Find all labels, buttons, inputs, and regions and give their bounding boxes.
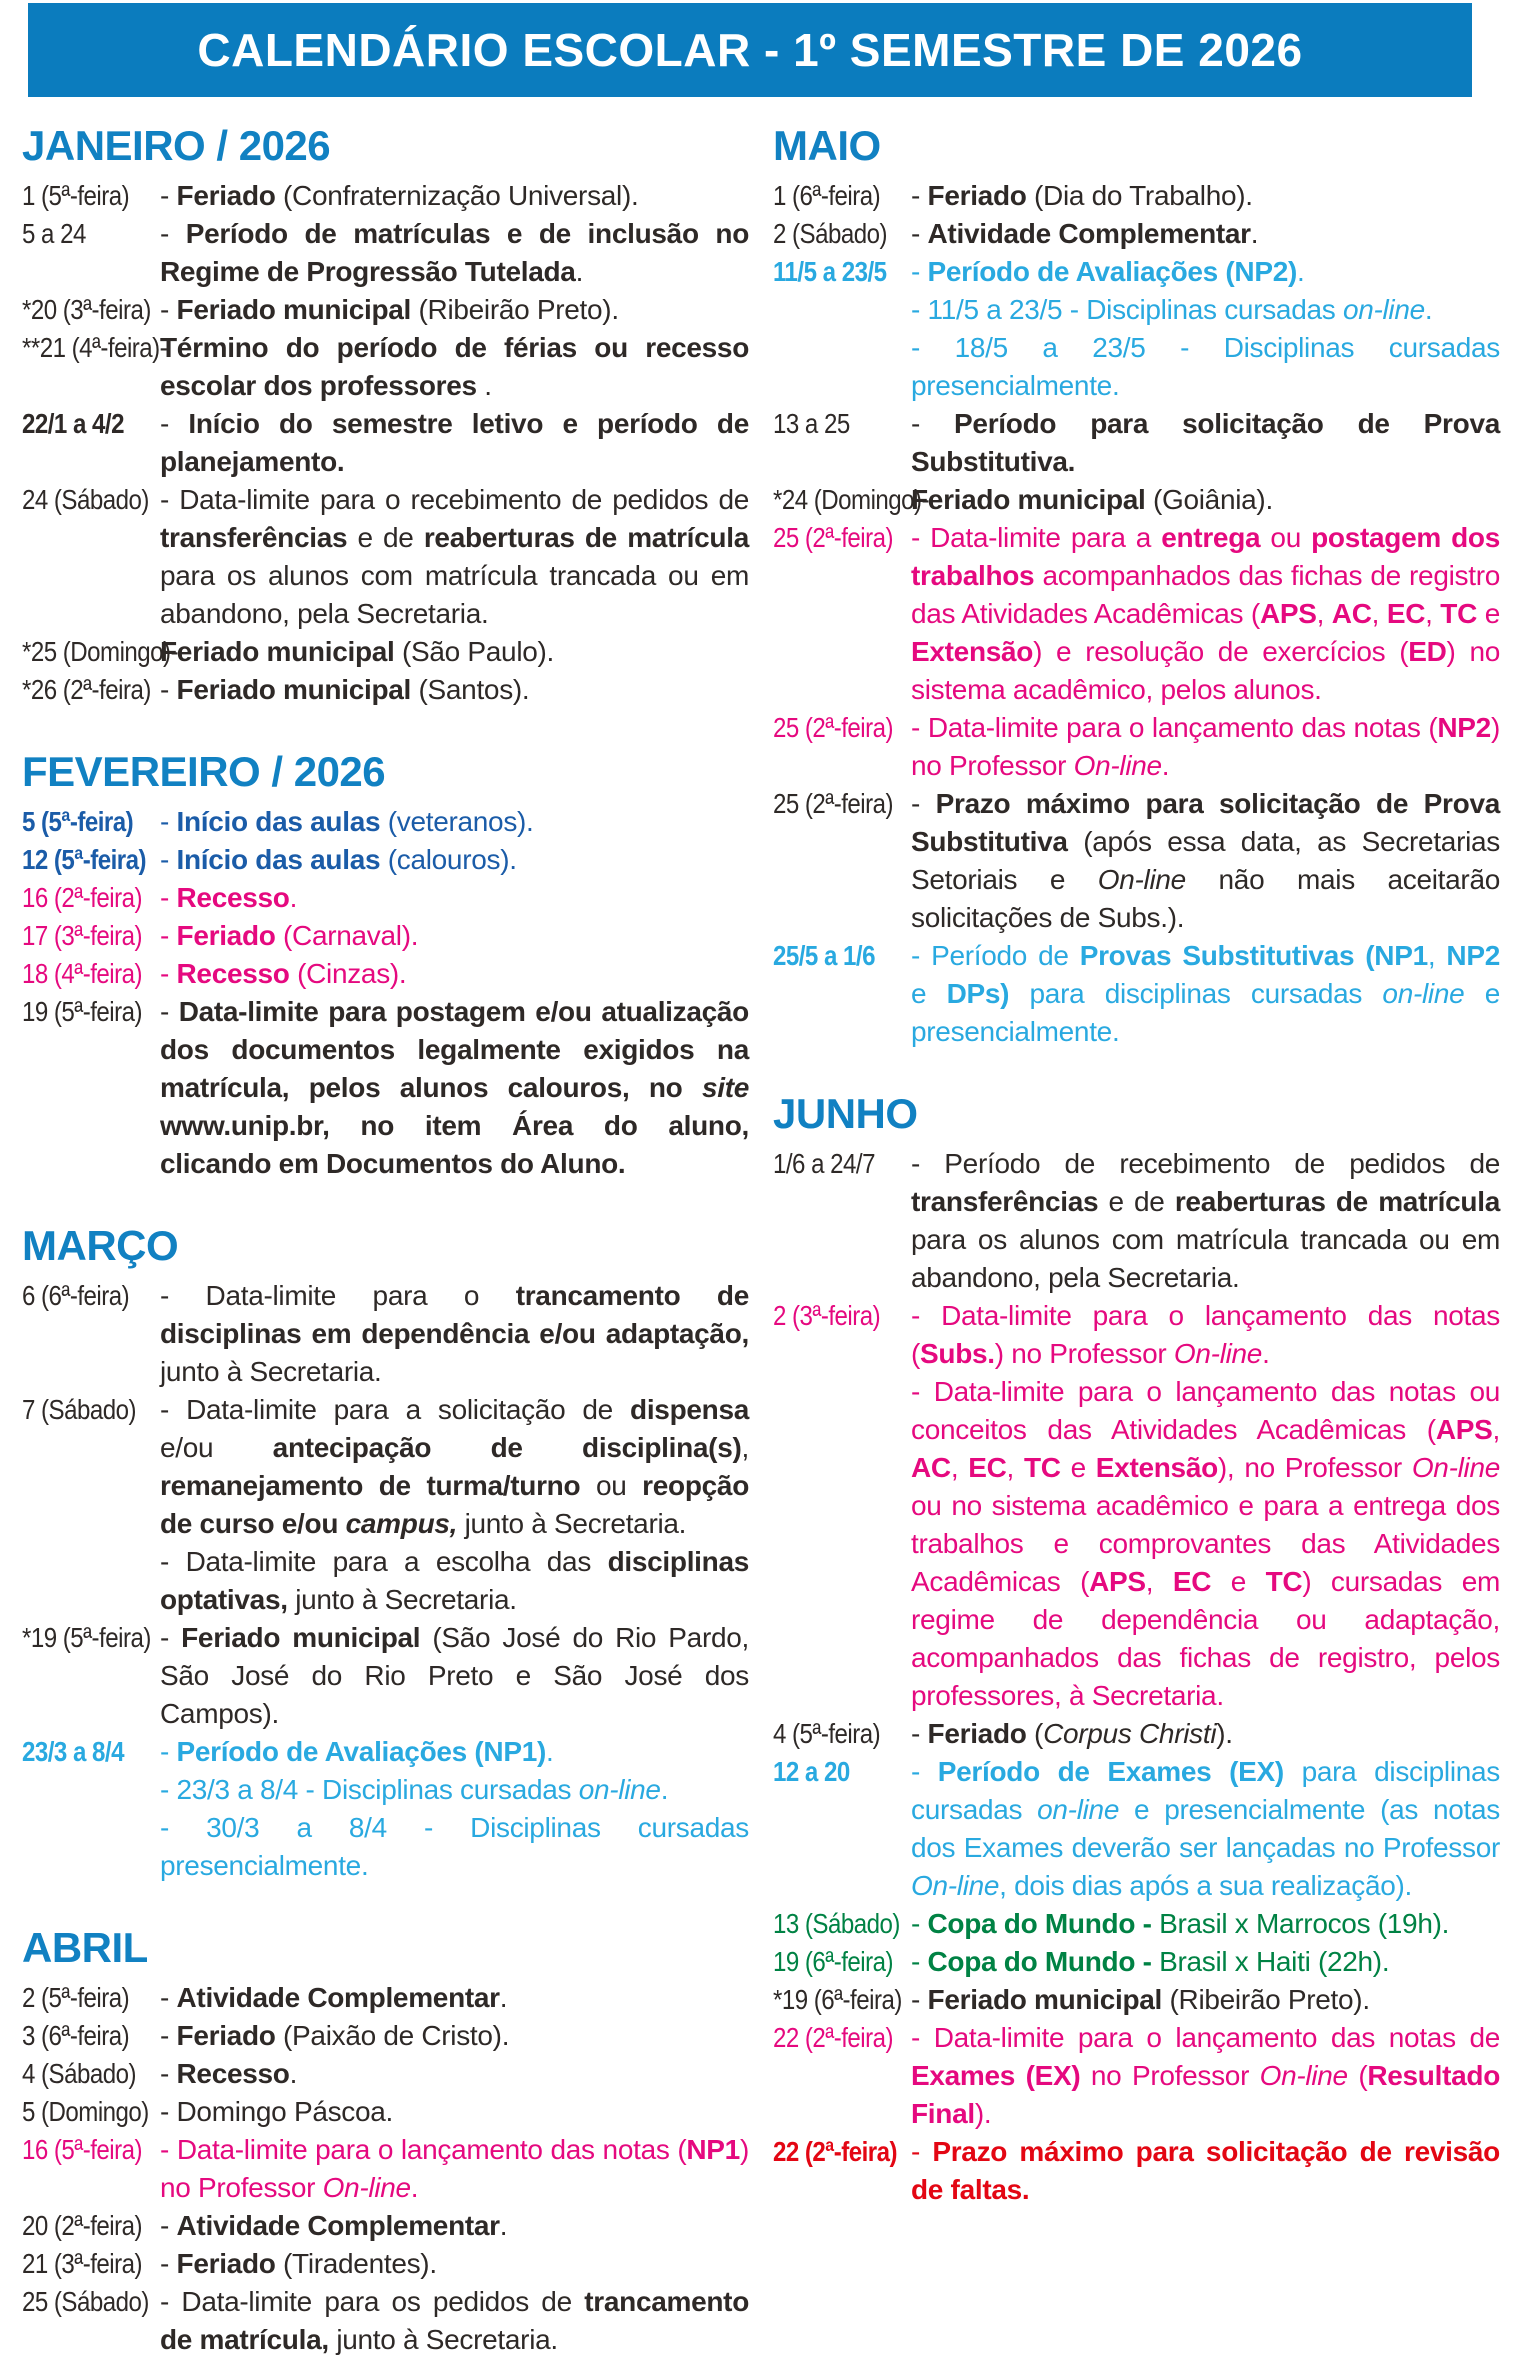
calendar-entry — [22, 1619, 749, 1733]
entry-date: *26 (2ª-feira) — [22, 674, 151, 705]
calendar-entry — [773, 329, 1500, 405]
entry-text: - Data-limite para o recebimento de pedidos de transferências e de reaberturas de matrícula para os alunos com matrícula trancada ou em abandono, pela Secretaria. — [160, 484, 749, 629]
entry-text: - Recesso. — [160, 2058, 298, 2089]
calendar-entry — [22, 1771, 749, 1809]
calendar-entry — [22, 481, 749, 633]
entry-date: 25 (2ª-feira) — [773, 788, 893, 819]
entry-date: 5 (5ª-feira) — [22, 806, 134, 837]
calendar-entry — [773, 1905, 1500, 1943]
right-column — [773, 121, 1500, 2359]
month-section — [22, 1923, 749, 2359]
entry-date: 11/5 a 23/5 — [773, 256, 887, 287]
entry-text: - Feriado municipal (Santos). — [160, 674, 530, 705]
entry-text: - 11/5 a 23/5 - Disciplinas cursadas on-line. — [911, 294, 1433, 325]
entry-date: 25 (2ª-feira) — [773, 712, 893, 743]
calendar-entry — [22, 2283, 749, 2359]
entry-date: 25/5 a 1/6 — [773, 940, 875, 971]
calendar-entry — [22, 1979, 749, 2017]
calendar-entry — [22, 671, 749, 709]
entry-date: 4 (Sábado) — [22, 2058, 136, 2089]
entry-date: 5 a 24 — [22, 218, 86, 249]
calendar-entry — [22, 1277, 749, 1391]
entry-date: 7 (Sábado) — [22, 1394, 136, 1425]
calendar-entry — [22, 879, 749, 917]
entry-text: - Data-limite para a entrega ou postagem dos trabalhos acompanhados das fichas de registro das Atividades Acadêmicas (APS, AC, EC, TC e Extensão) e resolução de exercícios (ED) no sistema acadêmico, pelos alunos. — [911, 522, 1500, 705]
calendar-entry — [22, 2055, 749, 2093]
entry-text: - Período de matrículas e de inclusão no Regime de Progressão Tutelada. — [160, 218, 750, 287]
entry-date: 1/6 a 24/7 — [773, 1148, 875, 1179]
header-bar — [28, 3, 1472, 97]
calendar-entry — [22, 2207, 749, 2245]
calendar-entry — [773, 1145, 1500, 1297]
calendar-entry — [773, 1297, 1500, 1373]
entry-text: - Período de Avaliações (NP1). — [160, 1736, 554, 1767]
entry-date: *25 (Domingo)- — [22, 636, 179, 667]
entry-text: - Data-limite para o lançamento das notas (Subs.) no Professor On-line. — [911, 1300, 1500, 1369]
entry-text: Feriado municipal (Goiânia). — [911, 484, 1273, 515]
entry-date: 1 (6ª-feira) — [773, 180, 881, 211]
entry-text: - Feriado municipal (São José do Rio Pardo, São José do Rio Preto e São José dos Campos). — [160, 1622, 749, 1729]
calendar-entry — [773, 1981, 1500, 2019]
calendar-entry — [773, 785, 1500, 937]
entry-date: 12 (5ª-feira) — [22, 844, 147, 875]
entry-text: - Recesso. — [160, 882, 298, 913]
entry-text: - Início das aulas (calouros). — [160, 844, 517, 875]
entry-date: *19 (6ª-feira) — [773, 1984, 902, 2015]
entry-text: - Período para solicitação de Prova Substitutiva. — [911, 408, 1500, 477]
entry-date: 24 (Sábado) — [22, 484, 149, 515]
entry-date: 17 (3ª-feira) — [22, 920, 142, 951]
month-section — [22, 747, 749, 1183]
entry-text: - Data-limite para os pedidos de trancamento de matrícula, junto à Secretaria. — [160, 2286, 749, 2355]
calendar-entry — [22, 1809, 749, 1885]
month-heading: MAIO — [773, 122, 881, 169]
entry-date: *24 (Domingo)- — [773, 484, 930, 515]
entry-text: - Feriado municipal (Ribeirão Preto). — [911, 1984, 1370, 2015]
entry-text: - Data-limite para o trancamento de disciplinas em dependência e/ou adaptação, junto à Secretaria. — [160, 1280, 750, 1387]
entry-text: - Prazo máximo para solicitação de Prova Substitutiva (após essa data, as Secretarias Setoriais e On-line não mais aceitarão solicitações de Subs.). — [911, 788, 1501, 933]
entry-text: - Feriado (Tiradentes). — [160, 2248, 437, 2279]
entry-text: - Domingo Páscoa. — [160, 2096, 394, 2127]
entry-text: - Atividade Complementar. — [160, 1982, 508, 2013]
calendar-entry — [773, 1753, 1500, 1905]
calendar-entry — [773, 1373, 1500, 1715]
month-heading: JANEIRO / 2026 — [22, 122, 331, 169]
entry-date: 12 a 20 — [773, 1756, 850, 1787]
calendar-entry — [773, 2133, 1500, 2209]
entry-date: 2 (Sábado) — [773, 218, 887, 249]
calendar-entry — [22, 993, 749, 1183]
entry-date: 25 (2ª-feira) — [773, 522, 893, 553]
calendar-entry — [22, 215, 749, 291]
calendar-entry — [22, 955, 749, 993]
entry-text: - Data-limite para a escolha das disciplinas optativas, junto à Secretaria. — [160, 1546, 749, 1615]
entry-date: 6 (6ª-feira) — [22, 1280, 130, 1311]
month-section — [773, 121, 1500, 1051]
entry-date: 23/3 a 8/4 — [22, 1736, 124, 1767]
month-heading: FEVEREIRO / 2026 — [22, 748, 386, 795]
entry-text: Feriado municipal (São Paulo). — [160, 636, 555, 667]
entry-text: - Data-limite para o lançamento das notas (NP2) no Professor On-line. — [911, 712, 1500, 781]
entry-text: - Período de recebimento de pedidos de transferências e de reaberturas de matrícula para os alunos com matrícula trancada ou em abandono, pela Secretaria. — [911, 1148, 1500, 1293]
entry-text: - Recesso (Cinzas). — [160, 958, 407, 989]
month-heading: ABRIL — [22, 1924, 148, 1971]
entry-date: 22 (2ª-feira) — [773, 2136, 898, 2167]
entry-text: Término do período de férias ou recesso escolar dos professores . — [160, 332, 749, 401]
month-section — [22, 1221, 749, 1885]
calendar-entry — [773, 405, 1500, 481]
calendar-entry — [22, 2093, 749, 2131]
entry-date: 5 (Domingo) — [22, 2096, 149, 2127]
entry-date: *20 (3ª-feira) — [22, 294, 151, 325]
entry-text: - Período de Avaliações (NP2). — [911, 256, 1305, 287]
calendar-entry — [773, 177, 1500, 215]
entry-date: 21 (3ª-feira) — [22, 2248, 142, 2279]
calendar-entry — [22, 2245, 749, 2283]
entry-text: - Período de Exames (EX) para disciplinas cursadas on-line e presencialmente (as notas dos Exames deverão ser lançadas no Professor On-line, dois dias após a sua realização). — [911, 1756, 1501, 1901]
calendar-entry — [22, 405, 749, 481]
entry-date: 13 a 25 — [773, 408, 850, 439]
calendar-entry — [773, 215, 1500, 253]
entry-text: - Feriado (Confraternização Universal). — [160, 180, 639, 211]
entry-text: - Feriado (Corpus Christi). — [911, 1718, 1233, 1749]
month-heading: JUNHO — [773, 1090, 918, 1137]
entry-text: - Início das aulas (veteranos). — [160, 806, 534, 837]
month-section — [22, 121, 749, 709]
calendar-entry — [22, 2131, 749, 2207]
entry-text: - Período de Provas Substitutivas (NP1, NP2 e DPs) para disciplinas cursadas on-line e presencialmente. — [911, 940, 1500, 1047]
entry-text: - Atividade Complementar. — [911, 218, 1259, 249]
entry-text: - Início do semestre letivo e período de planejamento. — [160, 408, 749, 477]
entry-date: **21 (4ª-feira)- — [22, 332, 168, 363]
entry-text: - Feriado (Dia do Trabalho). — [911, 180, 1253, 211]
entry-text: - Data-limite para o lançamento das notas de Exames (EX) no Professor On-line (Resultado Final). — [911, 2022, 1500, 2129]
calendar-entry — [773, 709, 1500, 785]
calendar-entry — [22, 1733, 749, 1771]
entry-date: 18 (4ª-feira) — [22, 958, 142, 989]
calendar-body — [22, 121, 1500, 2359]
entry-text: - 18/5 a 23/5 - Disciplinas cursadas presencialmente. — [911, 332, 1500, 401]
entry-text: - 30/3 a 8/4 - Disciplinas cursadas presencialmente. — [160, 1812, 749, 1881]
entry-text: - Feriado (Carnaval). — [160, 920, 419, 951]
entry-text: - Data-limite para a solicitação de dispensa e/ou antecipação de disciplina(s), remanejamento de turma/turno ou reopção de curso e/ou campus, junto à Secretaria. — [160, 1394, 749, 1539]
entry-text: - 23/3 a 8/4 - Disciplinas cursadas on-line. — [160, 1774, 669, 1805]
calendar-entry — [773, 1715, 1500, 1753]
entry-date: 16 (2ª-feira) — [22, 882, 142, 913]
entry-text: - Prazo máximo para solicitação de revisão de faltas. — [911, 2136, 1500, 2205]
entry-text: - Feriado (Paixão de Cristo). — [160, 2020, 510, 2051]
entry-text: - Copa do Mundo - Brasil x Marrocos (19h). — [911, 1908, 1450, 1939]
calendar-entry — [22, 633, 749, 671]
calendar-entry — [773, 481, 1500, 519]
calendar-entry — [22, 1391, 749, 1543]
calendar-entry — [22, 1543, 749, 1619]
entry-date: 22 (2ª-feira) — [773, 2022, 893, 2053]
entry-date: 3 (6ª-feira) — [22, 2020, 130, 2051]
entry-text: - Feriado municipal (Ribeirão Preto). — [160, 294, 619, 325]
entry-text: - Data-limite para o lançamento das notas (NP1) no Professor On-line. — [160, 2134, 749, 2203]
entry-date: 20 (2ª-feira) — [22, 2210, 142, 2241]
calendar-entry — [22, 803, 749, 841]
calendar-entry — [773, 1943, 1500, 1981]
entry-text: - Data-limite para postagem e/ou atualização dos documentos legalmente exigidos na matrícula, pelos alunos calouros, no site www.unip.br, no item Área do aluno, clicando em Documentos do Aluno. — [160, 996, 749, 1179]
calendar-entry — [773, 937, 1500, 1051]
entry-date: 25 (Sábado) — [22, 2286, 149, 2317]
entry-date: 19 (6ª-feira) — [773, 1946, 893, 1977]
calendar-entry — [22, 291, 749, 329]
page-title: CALENDÁRIO ESCOLAR - 1º SEMESTRE DE 2026 — [197, 24, 1303, 76]
calendar-entry — [22, 329, 749, 405]
month-section — [773, 1089, 1500, 2209]
calendar-entry — [773, 291, 1500, 329]
entry-date: 19 (5ª-feira) — [22, 996, 142, 1027]
entry-date: 22/1 a 4/2 — [22, 408, 124, 439]
calendar-entry — [773, 2019, 1500, 2133]
calendar-entry — [22, 2017, 749, 2055]
calendar-entry — [773, 253, 1500, 291]
calendar-entry — [22, 177, 749, 215]
entry-text: - Atividade Complementar. — [160, 2210, 508, 2241]
calendar-entry — [773, 519, 1500, 709]
month-heading: MARÇO — [22, 1222, 179, 1269]
entry-date: 2 (5ª-feira) — [22, 1982, 130, 2013]
entry-text: - Copa do Mundo - Brasil x Haiti (22h). — [911, 1946, 1390, 1977]
entry-date: 16 (5ª-feira) — [22, 2134, 142, 2165]
entry-date: 13 (Sábado) — [773, 1908, 900, 1939]
calendar-entry — [22, 841, 749, 879]
entry-date: *19 (5ª-feira) — [22, 1622, 151, 1653]
entry-date: 1 (5ª-feira) — [22, 180, 130, 211]
left-column — [22, 121, 749, 2359]
calendar-entry — [22, 917, 749, 955]
entry-date: 4 (5ª-feira) — [773, 1718, 881, 1749]
entry-text: - Data-limite para o lançamento das notas ou conceitos das Atividades Acadêmicas (APS, AC, EC, TC e Extensão), no Professor On-line ou no sistema acadêmico e para a entrega dos trabalhos e comprovantes das Atividades Acadêmicas (APS, EC e TC) cursadas em regime de dependência ou adaptação, acompanhados das fichas de registro, pelos professores, à Secretaria. — [911, 1376, 1500, 1711]
entry-date: 2 (3ª-feira) — [773, 1300, 881, 1331]
